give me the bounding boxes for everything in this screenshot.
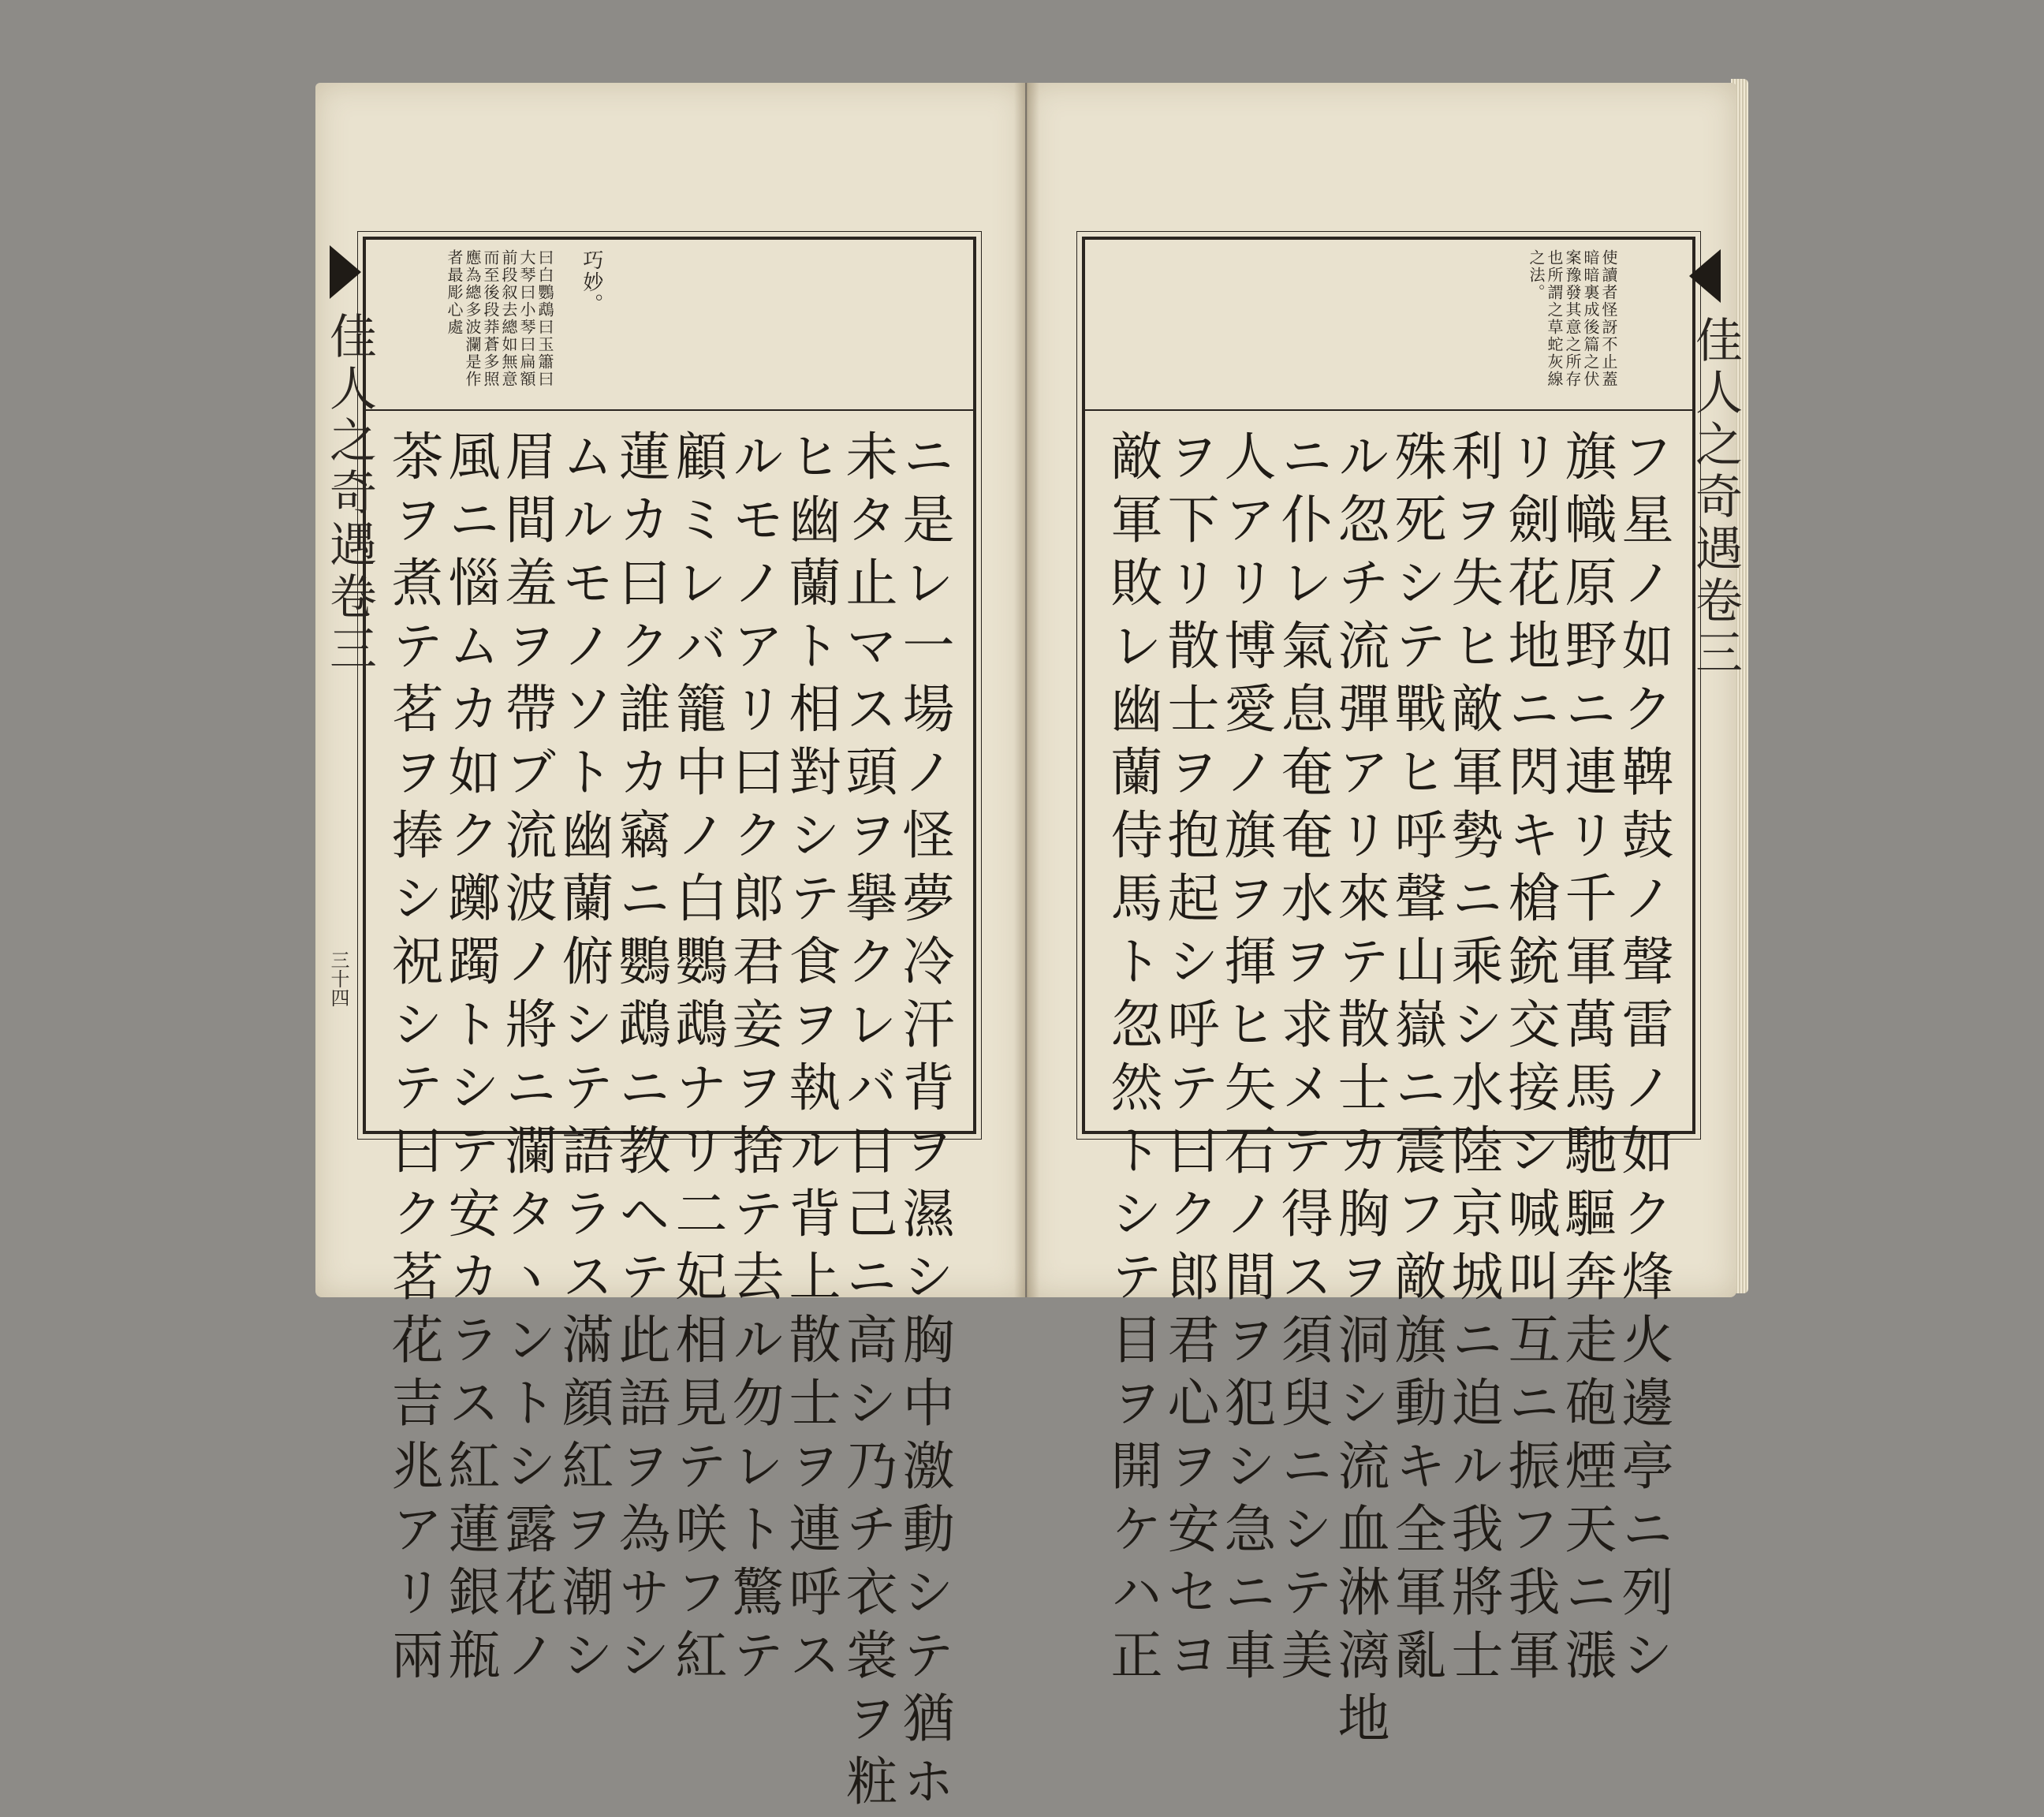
left-text-column: 茶ヲ煮テ茗ヲ捧シ祝シテ曰ク茗花吉兆アリ兩 <box>382 429 443 1691</box>
right-text-column: ル忽チ流彈アリ來テ散士カ胸ヲ洞シ流血淋漓地 <box>1329 429 1389 1754</box>
left-text-column: 蓮カ曰ク誰カ竊ニ鸚鵡ニ教ヘテ此語ヲ為サシ <box>610 429 670 1691</box>
left-spine-title: 佳人之奇遇卷三 <box>322 312 377 676</box>
right-page <box>1027 83 1743 1754</box>
right-text-column: フ星ノ如ク鞞鼓ノ聲雷ノ如ク烽火邊亭ニ列シ <box>1613 429 1673 1691</box>
right-text-column: 人アリ博愛ノ旗ヲ揮ヒ矢石ノ間ヲ犯シ急ニ車 <box>1215 429 1276 1691</box>
left-fishtail-mark <box>330 245 361 299</box>
left-text-column: 未タ止マス頭ヲ擧クレバ日己ニ高シ乃チ衣裳ヲ粧 <box>837 429 897 1817</box>
right-text-column: ニ仆レ氣息奄奄水ヲ求メテ得ス須臾ニシテ美 <box>1272 429 1333 1691</box>
book-gutter <box>1014 83 1039 1297</box>
left-text-column: ムルモノソト幽蘭俯シテ語ラス滿顔紅ヲ潮シ <box>553 429 614 1691</box>
left-text-column: ニ是レ一場ノ怪夢冷汗背ヲ濕シ胸中激動シテ猶ホ <box>893 429 954 1817</box>
left-header-note-short: 巧妙。 <box>579 249 603 315</box>
left-text-column: 風ニ惱ムカ如ク躑躅トシテ安カラス紅蓮銀瓶 <box>439 429 500 1691</box>
left-text-column: ルモノアリ曰ク郎君妾ヲ捨テ去ル勿レト驚テ <box>723 429 784 1691</box>
left-text-column: 顧ミレバ籠中ノ白鸚鵡ナリ二妃相見テ咲フ紅 <box>666 429 727 1691</box>
right-text-column: 殊死シテ戰ヒ呼聲山嶽ニ震フ敵旗動キ全軍亂 <box>1386 429 1446 1691</box>
open-book <box>315 75 1751 1817</box>
left-folio: 三十四 <box>327 950 349 1007</box>
left-text-column: 眉間羞ヲ帶ブ流波ノ將ニ瀾タヽントシ露花ノ <box>496 429 557 1691</box>
right-text-column: ヲ下リ散士ヲ抱起シ呼テ曰ク郎君心ヲ安セヨ <box>1158 429 1219 1691</box>
right-commentary-band <box>1085 240 1692 411</box>
right-text-column: リ劍花地ニ閃キ槍銃交接シ喊叫互ニ振フ我軍 <box>1499 429 1560 1691</box>
left-page <box>315 83 1025 1817</box>
left-text-frame <box>363 237 976 1817</box>
right-spine-title: 佳人之奇遇卷三 <box>1688 315 1743 680</box>
left-header-note-long: 曰白鸚鵡曰玉簫曰大琴曰小琴曰扁額前段叙去總如無意而至後段莽蒼多照應為總多波瀾是作者最彫心處 <box>445 249 554 388</box>
left-text-column: ヒ幽蘭ト相對シテ食ヲ執ル背上散士ヲ連呼ス <box>780 429 841 1691</box>
right-text-frame <box>1082 237 1695 1754</box>
right-text-column: 利ヲ失ヒ敵軍勢ニ乘シ水陸京城ニ迫ル我將士 <box>1442 429 1503 1691</box>
right-text-column: 敵軍敗レ幽蘭侍馬ト忽然トシテ目ヲ開ケハ正 <box>1102 429 1162 1691</box>
right-text-column: 旗幟原野ニ連リ千軍萬馬馳驅奔走砲煙天ニ漲 <box>1556 429 1617 1691</box>
right-header-note: 使讀者怪訝不止蓋暗暗裏成後篇之伏案豫發其意之所存也所謂之草蛇灰線之法。 <box>1527 249 1618 388</box>
left-commentary-band <box>366 240 973 411</box>
right-fishtail-mark <box>1689 249 1721 303</box>
